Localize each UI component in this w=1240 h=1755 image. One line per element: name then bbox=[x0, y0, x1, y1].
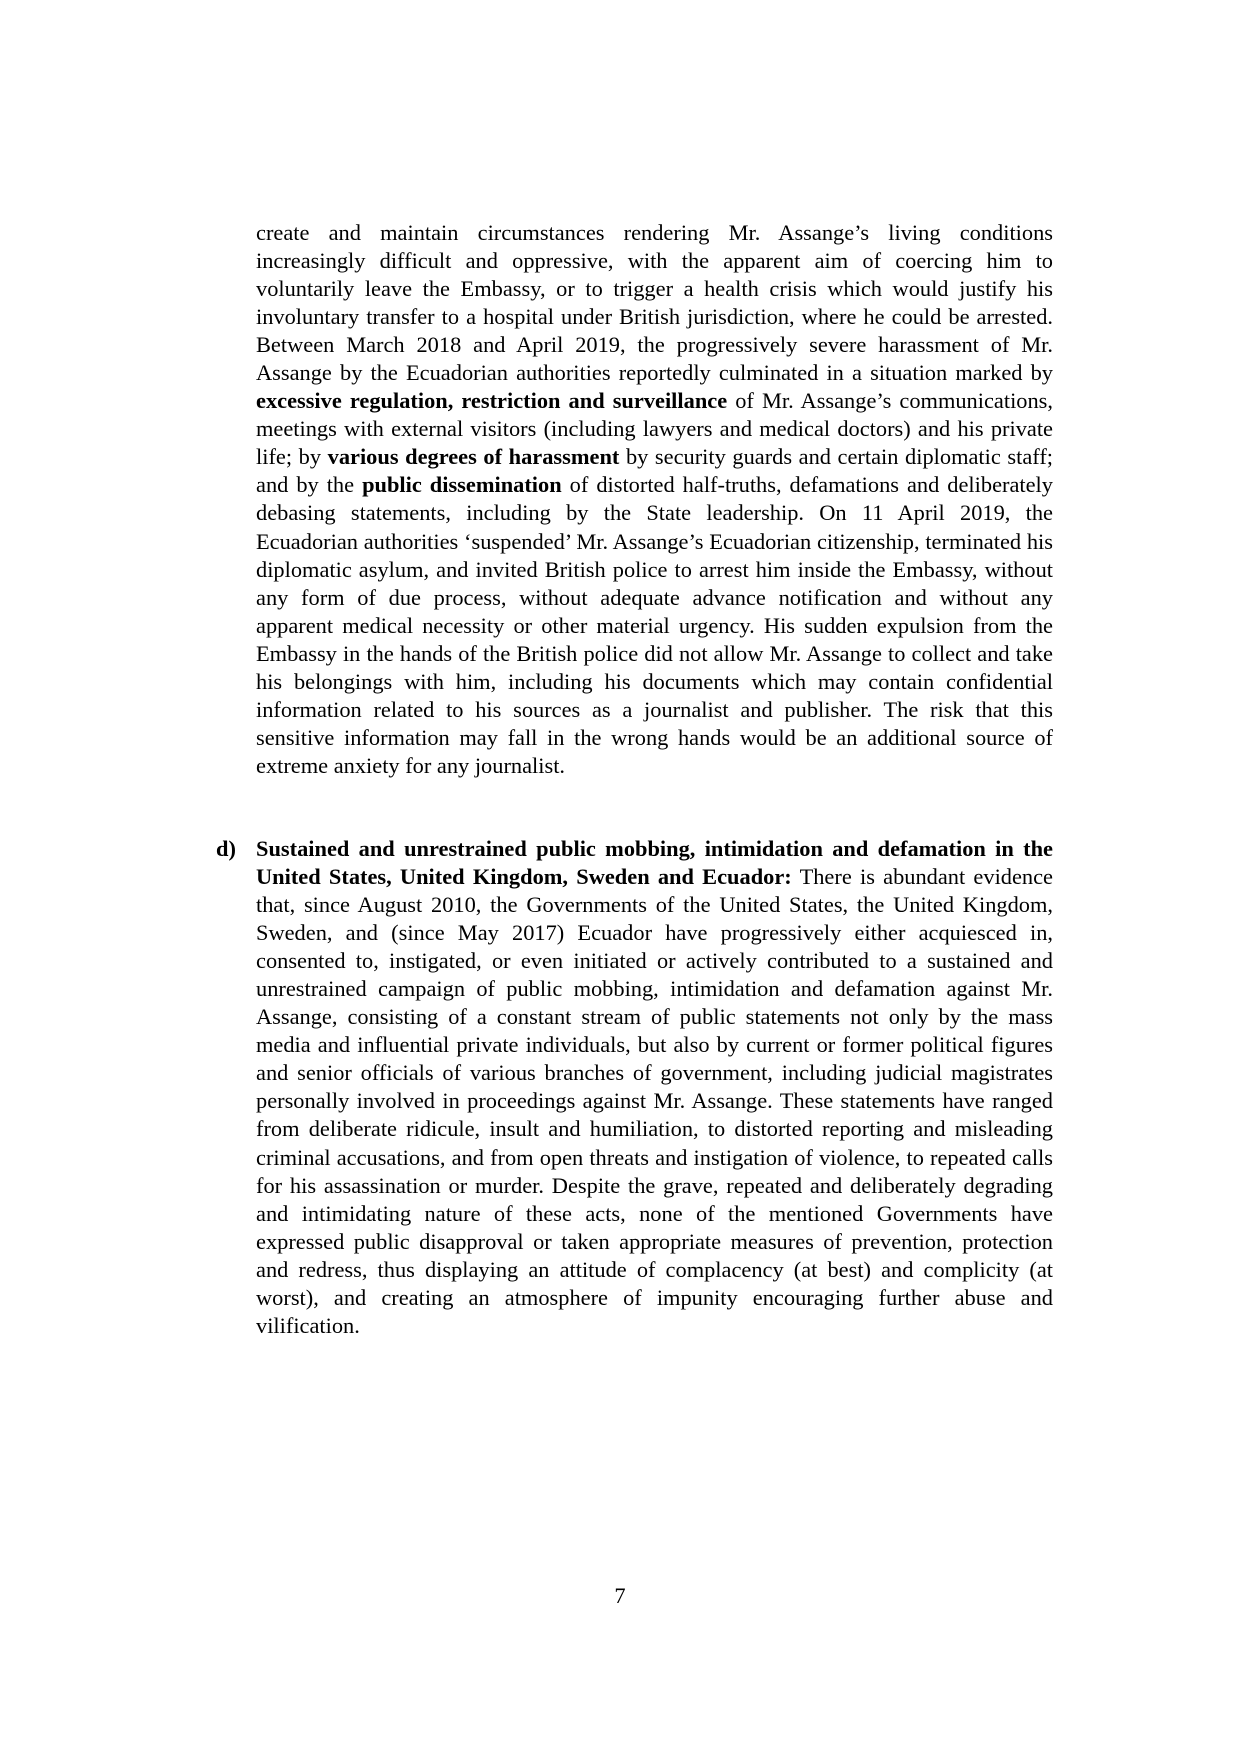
continuation-text-3: by security guards and certain diplomatic staff; and by the bbox=[256, 444, 1053, 498]
continuation-text-4: of distorted half-truths, defamations and deliberately debasing statements, including by the State leadership. On 11 April 2019, the Ecuadorian authorities ‘suspended’ Mr. Assange’s Ecuadorian citizenship, terminated his diplomatic asylum, and invited British police to arrest him inside the Embassy, without any form of due process, without adequate advance notification and without any apparent medical necessity or other material urgency. His sudden expulsion from the Embassy in the hands of the British police did not allow Mr. Assange to collect and take his belongings with him, including his documents which may contain confidential information related to his sources as a journalist and publisher. The risk that this sensitive information may fall in the wrong hands would be an additional source of extreme anxiety for any journalist. bbox=[256, 472, 1053, 778]
item-d-heading: Sustained and unrestrained public mobbing, intimidation and defamation in the United States, United Kingdom, Sweden and Ecuador: bbox=[256, 836, 1053, 890]
continuation-text-1: create and maintain circumstances rendering Mr. Assange’s living conditions increasingly difficult and oppressive, with the apparent aim of coercing him to voluntarily leave the Embassy, or to trigger a health crisis which would justify his involuntary transfer to a hospital under British jurisdiction, where he could be arrested. Between March 2018 and April 2019, the progressively severe harassment of Mr. Assange by the Ecuadorian authorities reportedly culminated in a situation marked by bbox=[256, 220, 1053, 386]
bold-various-degrees-of-harassment: various degrees of harassment bbox=[327, 444, 620, 470]
item-d-paragraph bbox=[256, 835, 1053, 1340]
item-d-marker: d) bbox=[216, 836, 236, 861]
bold-public-dissemination: public dissemination bbox=[362, 472, 562, 498]
continuation-text-2: of Mr. Assange’s communications, meetings with external visitors (including lawyers and medical doctors) and his private life; by bbox=[256, 388, 1053, 470]
bold-regulation-restriction-surveillance: excessive regulation, restriction and surveillance bbox=[256, 388, 728, 414]
item-d-body: There is abundant evidence that, since August 2010, the Governments of the United States, the United Kingdom, Sweden, and (since May 2017) Ecuador have progressively either acquiesced in, consented to, instigated, or even initiated or actively contributed to a sustained and unrestrained campaign of public mobbing, intimidation and defamation against Mr. Assange, consisting of a constant stream of public statements not only by the mass media and influential private individuals, but also by current or former political figures and senior officials of various branches of government, including judicial magistrates personally involved in proceedings against Mr. Assange. These statements have ranged from deliberate ridicule, insult and humiliation, to distorted reporting and misleading criminal accusations, and from open threats and instigation of violence, to repeated calls for his assassination or murder. Despite the grave, repeated and deliberately degrading and intimidating nature of these acts, none of the mentioned Governments have expressed public disapproval or taken appropriate measures of prevention, protection and redress, thus displaying an attitude of complacency (at best) and complicity (at worst), and creating an atmosphere of impunity encouraging further abuse and vilification. bbox=[256, 864, 1053, 1338]
page-number: 7 bbox=[614, 1583, 626, 1608]
continuation-paragraph bbox=[256, 219, 1053, 780]
